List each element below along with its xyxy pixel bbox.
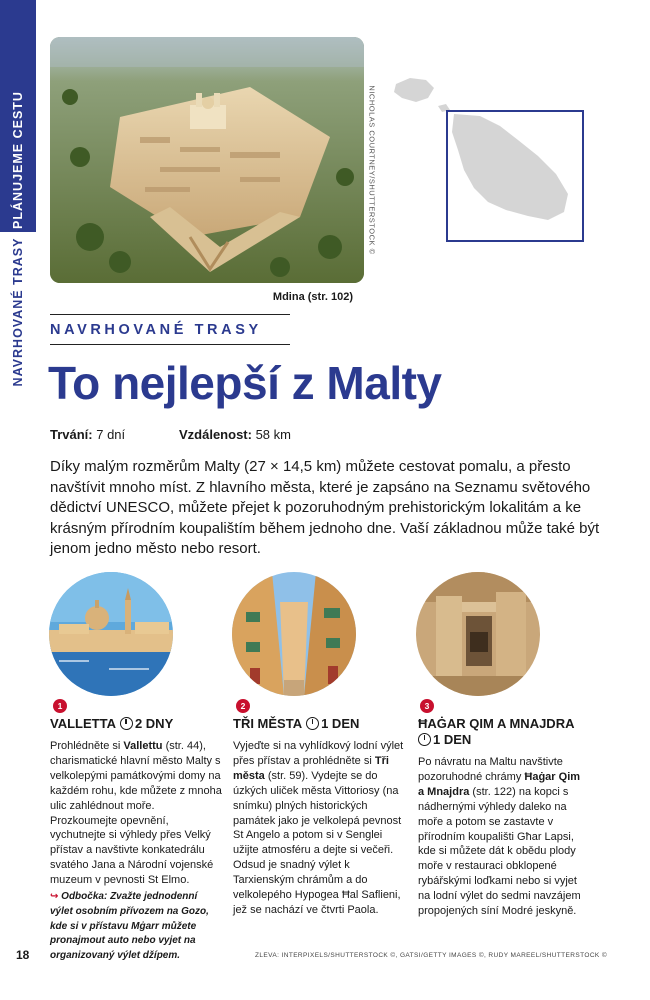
photo-credits: ZLEVA: INTERPIXELS/SHUTTERSTOCK ©, GATSI/GETTY IMAGES ©, RUDY MAREEL/SHUTTERSTOCK © (255, 952, 608, 959)
mdina-photo (50, 37, 364, 283)
stop-2-text (233, 739, 405, 918)
stop-1-place: VALLETTA (50, 716, 116, 731)
photo-caption: Mdina (str. 102) (272, 291, 353, 303)
trip-facts (50, 427, 291, 442)
stop-3-heading (418, 716, 588, 748)
stop-1-text-start: Prohlédněte si (50, 740, 124, 752)
stop-3-badge: 3 (420, 699, 434, 713)
distance-value: 58 km (251, 427, 291, 442)
photo-credit: NICHOLAS COURTNEY/SHUTTERSTOCK © (367, 85, 377, 255)
stop-1-duration: 2 DNY (134, 716, 174, 731)
stop-3-duration: 1 DEN (433, 732, 472, 747)
duration-value: 7 dní (92, 427, 126, 442)
kicker-rule-bottom (50, 344, 290, 345)
stop-1-column (50, 716, 222, 964)
stop-2-text-end: (str. 59). Vydejte se do úzkých uliček města Vittoriosy (na snímku) plných historických památek jako je velkolepá pevnost St Angelo a potom si v Senglei užijte atmosféru a dejte si večeři. Odsud je snadný výlet k Tarxienským chrámům a do velkolepého Hypogea Ħal Saflieni, jež se nachází ve čtvrti Paola. (233, 769, 402, 916)
section-label: PLÁNUJEME CESTU (11, 91, 25, 229)
stop-3-column (418, 716, 588, 919)
page-title: To nejlepší z Malty (48, 357, 442, 409)
stop-3-place-mention: Ħaġar Qim a Mnajdra (418, 770, 581, 798)
valletta-photo (49, 572, 173, 696)
stop-2-place: TŘI MĚSTA (233, 716, 303, 731)
stop-2-heading (233, 716, 405, 732)
stop-2-badge: 2 (236, 699, 250, 713)
intro-paragraph: Díky malým rozměrům Malty (27 × 14,5 km) můžete cestovat pomalu, a přesto navštívit mnoho míst. Z hlavního města, které je zapsáno na Seznamu světového dědictví UNESCO, můžete přejet k pozoruhodným prehistorickým lokalitám a ke krásným přírodním koupalištím během jednoho dne. Vaší základnou může také být jenom jedno město nebo resort. (50, 458, 600, 557)
chapter-label: NAVRHOVANÉ TRASY (11, 237, 25, 387)
stopwatch-icon (306, 717, 319, 730)
stop-3-text-end: (str. 122) na kopci s nádhernými výhledy daleko na moře a potom se zastavte v přírodním koupališti Għar Lapsi, kde si můžete dát k obědu plody moře v restauraci obklopené rybářskými loďkami nebo si vyjet na lodní výlet do sedmi navzájem propojených síní Modré jeskyně. (418, 785, 581, 918)
stop-3-text-start: Po návratu na Maltu navštivte pozoruhodné chrámy (418, 756, 563, 783)
detour-arrow-icon: ↪ (50, 891, 59, 903)
kicker-rule-top (50, 314, 290, 315)
stopwatch-icon (418, 733, 431, 746)
stop-1-text (50, 739, 222, 888)
distance-label: Vzdálenost: (179, 427, 252, 442)
map-highlight-frame (446, 110, 584, 242)
detour-text: Odbočka: Zvažte jednodenní výlet osobním přívozem na Gozo, kde si v přístavu Mġarr můžete pronajmout auto nebo vyjet na organizovaný výlet džípem. (50, 891, 209, 962)
stop-1-place-mention: Vallettu (123, 740, 163, 752)
duration-label: Trvání: (50, 427, 93, 442)
detour-note (50, 890, 222, 964)
stop-3-place: ĦAĠAR QIM A MNAJDRA (418, 716, 575, 731)
section-tab (0, 0, 36, 232)
stop-2-place-mention: Tři města (233, 754, 389, 782)
stopwatch-icon (120, 717, 133, 730)
stop-2-column (233, 716, 405, 918)
stop-1-heading (50, 716, 222, 732)
stop-2-text-start: Vyjeďte si na vyhlídkový lodní výlet přes přístav a prohlédněte si (233, 740, 404, 767)
stop-3-text (418, 755, 588, 919)
stop-1-text-end: (str. 44), charismatické hlavní město Malty s velkolepými památkovými domy na každém rohu, kde můžete z mnoha ulic zahlédnout moře. Prozkoumejte opevnění, vychutnejte si výhledy přes Velký přístav a navštivte konkatedrálu svatého Jana a Národní vojenské muzeum v pevnosti St Elmo. (50, 740, 222, 887)
three-cities-photo (232, 572, 356, 696)
stop-1-badge: 1 (53, 699, 67, 713)
page-number: 18 (16, 948, 30, 962)
stop-2-duration: 1 DEN (321, 716, 360, 731)
hagar-qim-photo (416, 572, 540, 696)
gozo-island (394, 78, 434, 102)
section-kicker: NAVRHOVANÉ TRASY (50, 322, 262, 338)
